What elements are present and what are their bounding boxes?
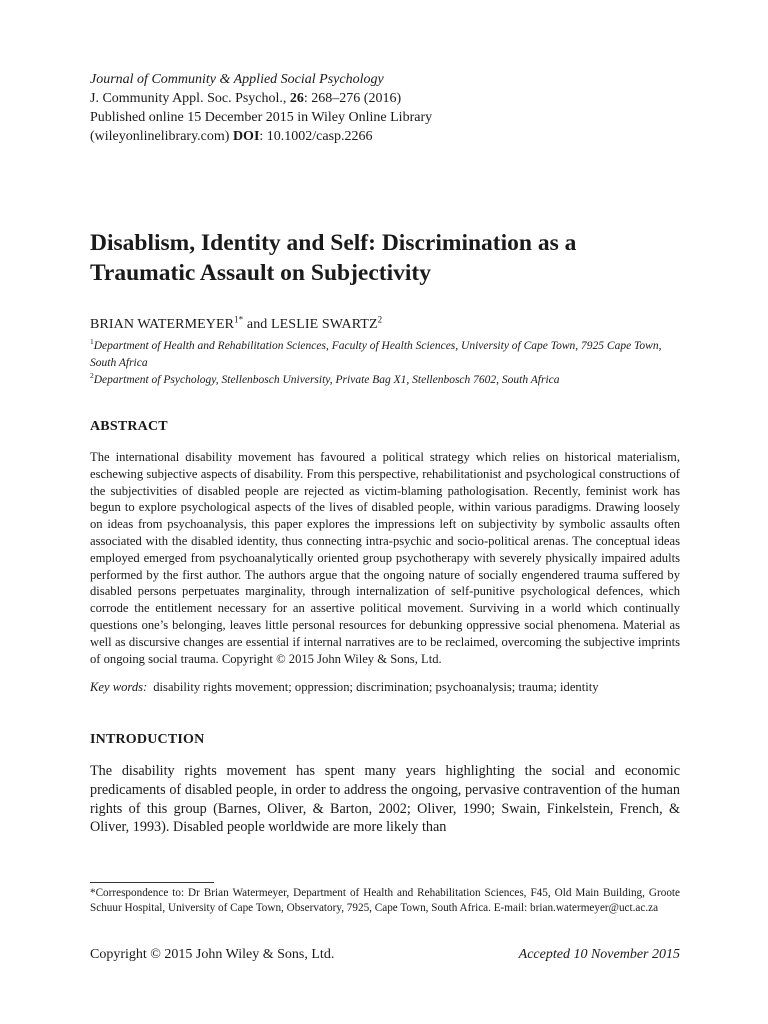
doi-label: DOI — [232, 129, 260, 144]
affiliations — [90, 338, 680, 389]
correspondence-footnote: *Correspondence to: Dr Brian Watermeyer, Department of Health and Rehabilitation Sciences, F45, Old Main Building, Groote Schuur Hospital, University of Cape Town, Observatory, 7925, Cape Town, South Africa. E-mail: brian.watermeyer@uct.ac.za — [90, 887, 680, 914]
affiliation-2-text: Department of Psychology, Stellenbosch University, Private Bag X1, Stellenbosch 7602, South Africa — [93, 374, 560, 386]
title-line-1: Disablism, Identity and Self: Discrimination as a — [90, 230, 577, 256]
keywords-line — [90, 679, 680, 696]
footer-copyright: Copyright © 2015 John Wiley & Sons, Ltd. — [90, 947, 335, 962]
author-line — [90, 316, 680, 334]
doi-line — [90, 127, 680, 146]
journal-name: Journal of Community & Applied Social Psychology — [90, 72, 384, 87]
affiliation-1-text: Department of Health and Rehabilitation Sciences, Faculty of Health Sciences, University of Cape Town, 7925 Cape Town, South Africa — [90, 340, 662, 369]
author-2: LESLIE SWARTZ — [271, 317, 378, 332]
keywords-list: disability rights movement; oppression; discrimination; psychoanalysis; trauma; identity — [153, 680, 599, 695]
affiliation-2-marker: 2 — [90, 371, 94, 381]
published-line: Published online 15 December 2015 in Wiley Online Library — [90, 110, 433, 125]
footnote-divider — [90, 882, 214, 883]
keywords-label: Key words: — [90, 680, 148, 695]
author-2-marker: 2 — [377, 314, 383, 325]
citation-prefix: J. Community Appl. Soc. Psychol., — [90, 91, 290, 106]
author-1-marker: 1* — [234, 314, 244, 325]
author-1: BRIAN WATERMEYER — [90, 317, 235, 332]
library-prefix: (wileyonlinelibrary.com) — [90, 129, 233, 144]
introduction-heading: INTRODUCTION — [90, 732, 205, 748]
journal-header — [90, 70, 680, 146]
affiliation-2 — [90, 372, 680, 389]
affiliation-1-marker: 1 — [90, 337, 94, 347]
page-footer — [90, 946, 680, 964]
article-title — [90, 228, 680, 288]
author-join: and — [243, 317, 271, 332]
paper-page — [90, 70, 680, 837]
footer-accepted-date: Accepted 10 November 2015 — [518, 947, 680, 962]
introduction-text: The disability rights movement has spent many years highlighting the social and economic predicaments of disabled people, in order to address the ongoing, pervasive contravention of the human rights of this group (Barnes, Oliver, & Barton, 2002; Oliver, 1990; Swain, Finkelstein, French, & Oliver, 1993). Disabled people worldwide are more likely than — [90, 763, 680, 836]
affiliation-1 — [90, 338, 680, 372]
title-line-2: Traumatic Assault on Subjectivity — [90, 260, 431, 286]
citation-line — [90, 89, 680, 108]
abstract-text: The international disability movement has favoured a political strategy which relies on historical materialism, eschewing subjective aspects of disability. From this perspective, rehabilitationist and psychological constructions of the subjectivities of disabled people are rejected as victim-blaming pathologisation. Recently, feminist work has begun to explore psychological aspects of the lives of disabled people, within various paradigms. Drawing loosely on ideas from psychoanalysis, this paper explores the impressions left on subjectivity by symbolic assaults often associated with the disabled identity, thus connecting intra-psychic and socio-political arenas. The conceptual ideas employed emerged from psychoanalytically oriented group psychotherapy with severely physically impaired adults performed by the first author. The authors argue that the ongoing nature of socially engendered trauma suffered by disabled persons perpetuates marginality, through internalization of self-punitive psychological defences, which corrode the entitlement necessary for an assertive political movement. Surviving in a world which continually questions one’s belonging, leaves little personal resources for debunking oppressive social phenomena. Material as well as discursive changes are essential if internal narratives are to be reclaimed, overcoming the subjective imprints of ongoing social trauma. Copyright © 2015 John Wiley & Sons, Ltd. — [90, 450, 680, 666]
abstract-heading: ABSTRACT — [90, 419, 168, 434]
volume-number: 26 — [289, 91, 304, 106]
doi-value: : 10.1002/casp.2266 — [259, 129, 373, 144]
citation-suffix: : 268–276 (2016) — [303, 91, 402, 106]
